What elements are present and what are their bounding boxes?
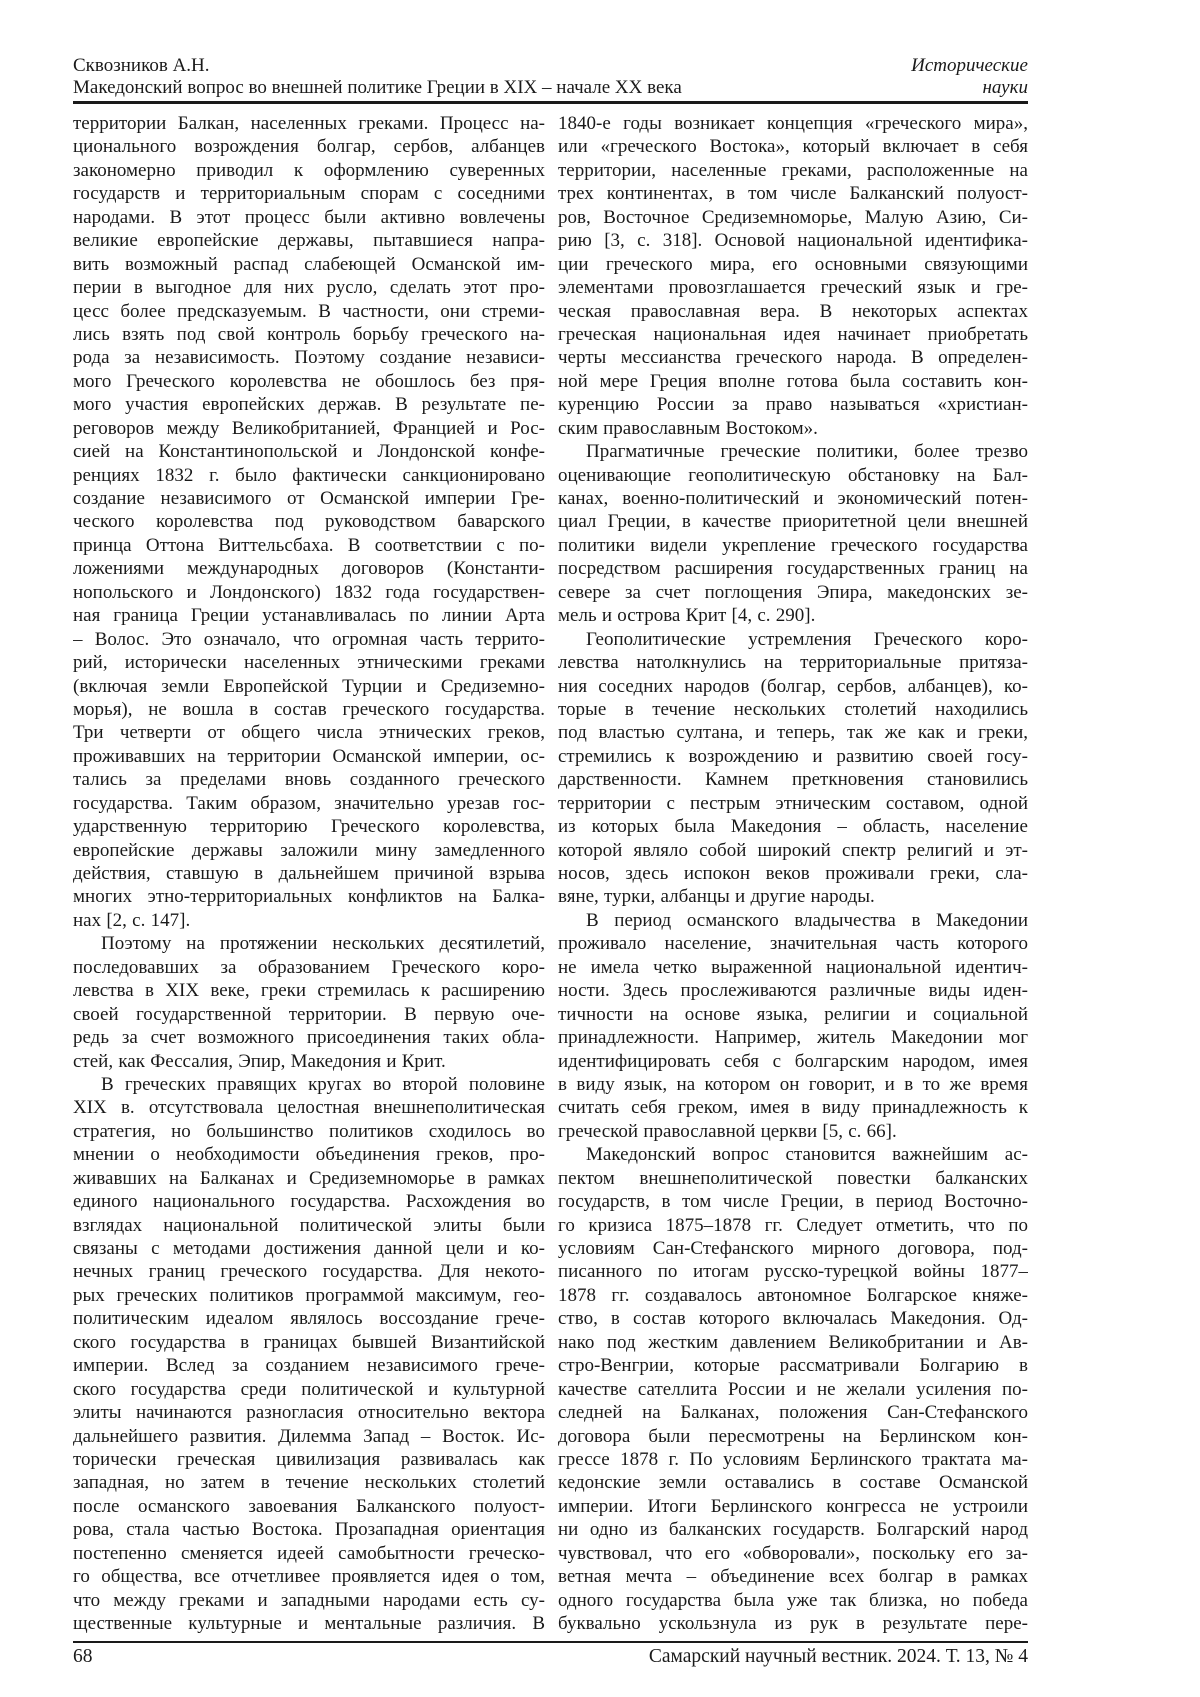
header-section xyxy=(911,55,1028,98)
text-line: идентифицировать себя с болгарским народом, имея xyxy=(558,1050,1028,1072)
text-line: рию [3, с. 318]. Основой национальной идентифика- xyxy=(558,230,1028,252)
text-line: – Волос. Это означало, что огромная часть террито- xyxy=(73,628,545,650)
text-line: вяне, турки, албанцы и другие народы. xyxy=(558,886,875,908)
text-line: мого участия европейских держав. В результате пе- xyxy=(73,394,545,416)
text-line: посредством расширения государственных границ на xyxy=(558,558,1028,580)
text-line: кедонские земли оставались в составе Османской xyxy=(558,1472,1028,1494)
text-line: 1878 гг. создавалось автономное Болгарское княже- xyxy=(558,1284,1028,1306)
text-line: греческой православной церкви [5, с. 66]. xyxy=(558,1120,897,1142)
text-line: XIX в. отсутствовала целостная внешнеполитическая xyxy=(73,1097,545,1119)
text-column-right xyxy=(558,112,1028,1635)
text-line: что между греками и западными народами есть су- xyxy=(73,1589,545,1611)
text-line: принадлежности. Например, житель Македонии мог xyxy=(558,1027,1028,1049)
text-line: левства натолкнулись на территориальные притяза- xyxy=(558,652,1028,674)
text-line: перии в выгодное для них русло, сделать этот про- xyxy=(73,277,545,299)
text-line: Три четверти от общего числа этнических греков, xyxy=(73,722,545,744)
text-line: В период османского владычества в Македонии xyxy=(586,909,1028,931)
text-line: рых греческих политиков программой максимум, гео- xyxy=(73,1284,545,1306)
text-line: ной мере Греция вполне готова была составить кон- xyxy=(558,370,1028,392)
text-line: (включая земли Европейской Турции и Средиземно- xyxy=(73,675,545,697)
text-line: считать себя греком, имея в виду принадлежность к xyxy=(558,1097,1028,1119)
page-content xyxy=(73,55,1028,1669)
text-line: территории с пестрым этническим составом, одной xyxy=(558,792,1028,814)
text-line: В греческих правящих кругах во второй половине xyxy=(101,1073,545,1095)
text-line: чувствовал, что его «обворовали», поскольку его за- xyxy=(558,1542,1028,1564)
text-line: ложениями международных договоров (Константи- xyxy=(73,558,545,580)
text-line: территории Балкан, населенных греками. Процесс на- xyxy=(73,113,545,134)
text-line: элиты начинаются разногласия относительно вектора xyxy=(73,1402,545,1424)
text-line: ни одно из балканских государств. Болгарский народ xyxy=(558,1519,1028,1541)
text-line: политики видели укрепление греческого государства xyxy=(558,534,1028,556)
text-line: следней на Балканах, положения Сан-Стефанского xyxy=(558,1402,1028,1424)
text-line: нако под жестким давлением Великобритании и Ав- xyxy=(558,1331,1028,1353)
text-line: ство, в состав которого включалась Македония. Од- xyxy=(558,1308,1028,1330)
text-line: морья), не вошла в состав греческого государства. xyxy=(73,698,545,720)
text-line: тались за пределами вновь созданного греческого xyxy=(73,769,545,791)
header-section-line1: Исторические xyxy=(911,55,1028,76)
text-line: нопольского и Лондонского) 1832 года государствен- xyxy=(73,581,545,603)
text-line: греческая национальная идея начинает приобретать xyxy=(558,323,1028,345)
text-line: цесс более предсказуемым. В частности, они стреми- xyxy=(73,300,545,322)
text-line: дарственности. Камнем преткновения становились xyxy=(558,769,1028,791)
text-line: ционального возрождения болгар, сербов, албанцев xyxy=(73,136,545,158)
text-column-left xyxy=(73,112,545,1635)
footer-page-number: 68 xyxy=(73,1646,93,1668)
text-line: условиям Сан-Стефанского мирного договора, под- xyxy=(558,1238,1028,1259)
text-line: вить возможный распад слабеющей Османской им- xyxy=(73,253,545,275)
text-line: стремились к возрождению и развитию своей госу- xyxy=(558,745,1028,767)
header-rule xyxy=(73,101,1028,104)
text-line: государств и территориальным спорам с соседними xyxy=(73,183,545,205)
text-line: договора были пересмотрены на Берлинском кон- xyxy=(558,1425,1028,1447)
text-line: элементами провозглашается греческий язык и гре- xyxy=(558,277,1028,299)
page-header xyxy=(73,55,1028,98)
article-body xyxy=(73,112,1028,1635)
text-line: мель и острова Крит [4, с. 290]. xyxy=(558,605,816,627)
text-line: нах [2, с. 147]. xyxy=(73,909,191,931)
text-line: принца Оттона Виттельсбаха. В соответствии с по- xyxy=(73,534,545,556)
text-line: которой являло собой широкий спектр религий и эт- xyxy=(558,839,1028,861)
text-line: политическим идеалом являлось воссоздание грече- xyxy=(73,1308,545,1330)
text-line: грессе 1878 г. По условиям Берлинского трактата ма- xyxy=(558,1448,1028,1470)
text-line: писанного по итогам русско-турецкой войны 1877– xyxy=(558,1261,1028,1283)
text-line: 1840-е годы возникает концепция «греческого мира», xyxy=(558,113,1028,134)
text-line: стратегия, но большинство политиков сходилось во xyxy=(73,1120,545,1142)
text-line: торые в течение нескольких столетий находились xyxy=(558,698,1028,720)
text-line: связаны с методами достижения данной цели и ко- xyxy=(73,1238,545,1259)
text-line: империи. Итоги Берлинского конгресса не устроили xyxy=(558,1495,1028,1517)
text-line: действия, ставшую в дальнейшем причиной взрыва xyxy=(73,863,545,884)
text-line: трех континентах, в том числе Балканский полуост- xyxy=(558,183,1028,205)
text-line: стей, как Фессалия, Эпир, Македония и Крит. xyxy=(73,1050,446,1072)
text-line: канах, военно-политический и экономический потен- xyxy=(558,488,1028,509)
text-line: буквально ускользнула из рук в результате пере- xyxy=(558,1613,1028,1634)
text-line: Прагматичные греческие политики, более трезво xyxy=(586,441,1028,463)
text-line: своей государственной территории. В первую оче- xyxy=(73,1003,545,1025)
text-line: рий, исторически населенных этническими греками xyxy=(73,652,545,674)
text-line: взглядах национальной политической элиты были xyxy=(73,1214,545,1236)
text-line: севере за счет поглощения Эпира, македонских зе- xyxy=(558,581,1028,603)
text-line: ная граница Греции устанавливалась по линии Арта xyxy=(73,605,545,627)
text-line: мого Греческого королевства не обошлось без пря- xyxy=(73,370,545,392)
text-line: реговоров между Великобританией, Францией и Рос- xyxy=(73,417,545,439)
text-line: Геополитические устремления Греческого коро- xyxy=(586,628,1028,650)
text-line: го кризиса 1875–1878 гг. Следует отметить, что по xyxy=(558,1214,1028,1236)
text-line: государства. Таким образом, значительно урезав гос- xyxy=(73,792,545,814)
text-line: территории, населенные греками, расположенные на xyxy=(558,159,1028,181)
text-line: ности. Здесь прослеживаются различные виды иден- xyxy=(558,980,1028,1002)
text-line: ров, Восточное Средиземноморье, Малую Азию, Си- xyxy=(558,206,1028,228)
text-line: ским православным Востоком». xyxy=(558,417,818,439)
text-line: куренцию России за право называться «христиан- xyxy=(558,394,1028,416)
footer-journal: Самарский научный вестник. 2024. Т. 13, № 4 xyxy=(648,1646,1028,1668)
text-line: ского государства в границах бывшей Византийской xyxy=(73,1331,545,1353)
header-author: Сквозников А.Н. xyxy=(73,55,210,76)
text-line: рода за независимость. Поэтому создание независи- xyxy=(73,347,545,369)
text-line: носов, здесь испокон веков проживали греки, сла- xyxy=(558,863,1028,884)
text-line: Поэтому на протяжении нескольких десятилетий, xyxy=(101,933,545,955)
text-line: в виду язык, на котором он говорит, и в то же время xyxy=(558,1073,1028,1095)
header-left xyxy=(73,55,682,98)
text-line: черты мессианства греческого народа. В определен- xyxy=(558,347,1028,369)
text-line: сией на Константинопольской и Лондонской конфе- xyxy=(73,441,545,463)
text-line: не имела четко выраженной национальной идентич- xyxy=(558,956,1028,978)
text-line: го общества, все отчетливее проявляется идея о том, xyxy=(73,1566,545,1588)
text-line: пектом внешнеполитической повестки балканских xyxy=(558,1167,1028,1189)
text-line: редь за счет возможного присоединения таких обла- xyxy=(73,1027,545,1049)
text-line: единого национального государства. Расхождения во xyxy=(73,1191,545,1213)
text-line: ции греческого мира, его основными связующими xyxy=(558,253,1028,275)
text-line: дальнейшего развития. Дилемма Запад – Восток. Ис- xyxy=(73,1425,545,1447)
text-line: великие европейские державы, пытавшиеся напра- xyxy=(73,230,545,252)
text-line: европейские державы заложили мину замедленного xyxy=(73,839,545,861)
text-line: народами. В этот процесс были активно вовлечены xyxy=(73,206,545,228)
footer-rule xyxy=(73,1641,1028,1643)
page-footer xyxy=(73,1645,1028,1669)
text-line: создание независимого от Османской империи Гре- xyxy=(73,488,545,509)
text-line: многих этно-территориальных конфликтов на Балка- xyxy=(73,886,545,908)
text-line: оценивающие геополитическую обстановку на Бал- xyxy=(558,464,1028,486)
text-line: тичности на основе языка, религии и социальной xyxy=(558,1003,1028,1025)
text-line: ского государства среди политической и культурной xyxy=(73,1378,545,1400)
text-line: ударственную территорию Греческого королевства, xyxy=(73,816,545,838)
text-line: из которых была Македония – область, население xyxy=(558,816,1028,838)
text-line: под властью султана, и теперь, так же как и греки, xyxy=(558,722,1028,744)
text-line: проживавших на территории Османской империи, ос- xyxy=(73,745,545,767)
text-line: ветная мечта – объединение всех болгар в рамках xyxy=(558,1566,1028,1588)
text-line: ния соседних народов (болгар, сербов, албанцев), ко- xyxy=(558,675,1028,697)
text-line: ренциях 1832 г. было фактически санкционировано xyxy=(73,464,545,486)
text-line: циал Греции, в качестве приоритетной цели внешней xyxy=(558,511,1028,533)
text-line: проживало население, значительная часть которого xyxy=(558,933,1028,955)
text-line: ческая православная вера. В некоторых аспектах xyxy=(558,300,1028,322)
text-line: Македонский вопрос становится важнейшим ас- xyxy=(586,1144,1028,1166)
text-line: левства в XIX веке, греки стремилась к расширению xyxy=(73,980,545,1002)
text-line: постепенно сменяется идеей самобытности греческо- xyxy=(73,1542,545,1564)
text-line: качестве сателлита России и не желали усиления по- xyxy=(558,1378,1028,1400)
text-line: закономерно приводил к оформлению суверенных xyxy=(73,159,545,181)
text-line: одного государства была уже так близка, но победа xyxy=(558,1589,1028,1611)
header-article-title: Македонский вопрос во внешней политике Греции в XIX – начале XX века xyxy=(73,76,682,98)
text-line: рова, стала частью Востока. Прозападная ориентация xyxy=(73,1519,545,1541)
text-line: после османского завоевания Балканского полуост- xyxy=(73,1495,545,1517)
text-line: стро-Венгрии, которые рассматривали Болгарию в xyxy=(558,1355,1028,1377)
text-line: щественные культурные и ментальные различия. В xyxy=(73,1613,545,1634)
text-line: живавших на Балканах и Средиземноморье в рамках xyxy=(73,1167,545,1189)
text-line: империи. Вслед за созданием независимого грече- xyxy=(73,1355,545,1377)
text-line: торически греческая цивилизация развивалась как xyxy=(73,1448,545,1470)
text-line: ческого королевства под руководством баварского xyxy=(73,511,545,533)
header-section-line2: науки xyxy=(982,76,1028,98)
text-line: нечных границ греческого государства. Для некото- xyxy=(73,1261,545,1283)
text-line: западная, но затем в течение нескольких столетий xyxy=(73,1472,545,1494)
text-line: государств, в том числе Греции, в период Восточно- xyxy=(558,1191,1028,1213)
text-line: или «греческого Востока», который включает в себя xyxy=(558,136,1028,158)
text-line: мнении о необходимости объединения греков, про- xyxy=(73,1144,545,1166)
text-line: последовавших за образованием Греческого коро- xyxy=(73,956,545,978)
text-line: лись взять под свой контроль борьбу греческого на- xyxy=(73,323,545,345)
